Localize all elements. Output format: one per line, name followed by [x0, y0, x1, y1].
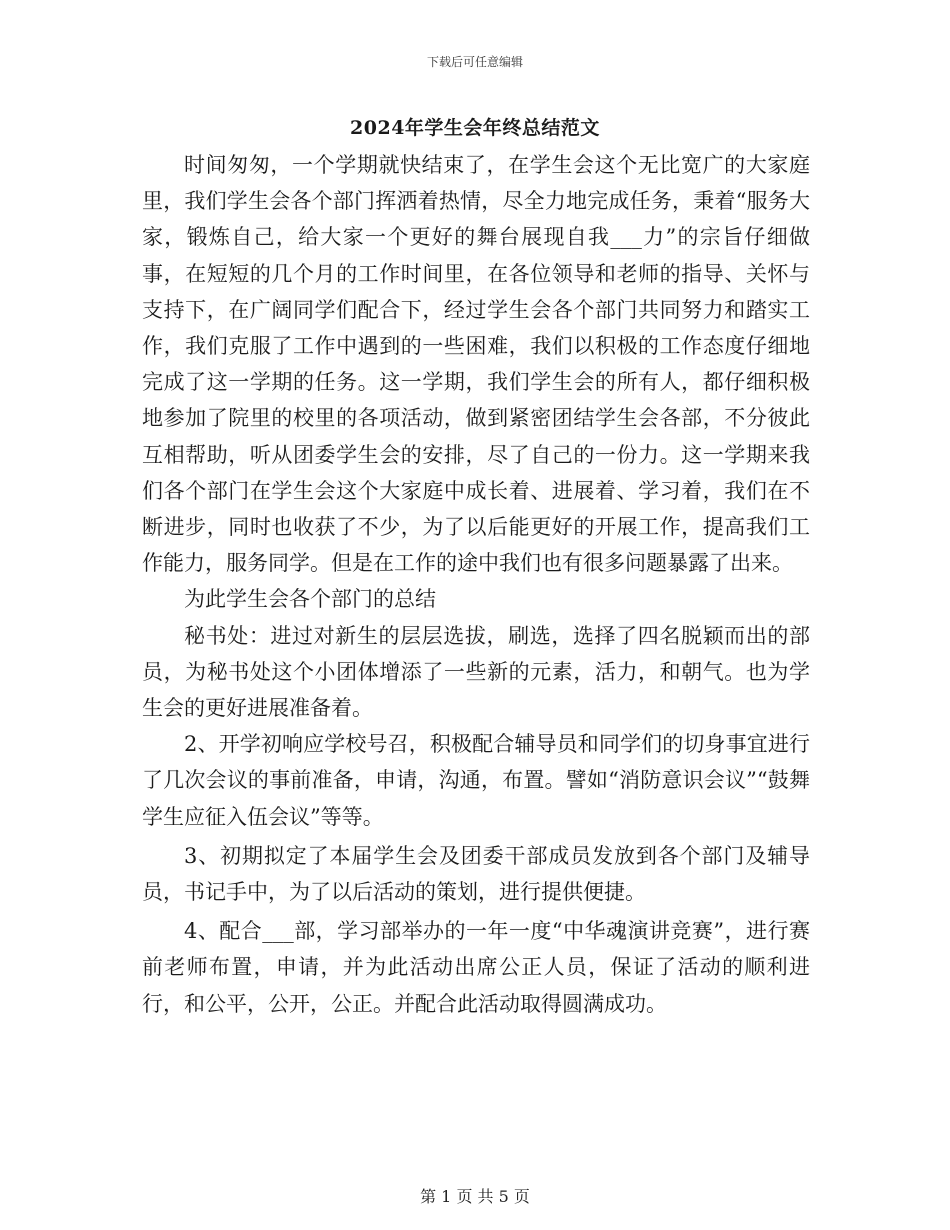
document-body	[142, 147, 810, 1022]
paragraph-intro: 时间匆匆，一个学期就快结束了，在学生会这个无比宽广的大家庭里，我们学生会各个部门挥洒着热情，尽全力地完成任务，秉着“服务大家，锻炼自己，给大家一个更好的舞台展现自我___力”的宗旨仔细做事，在短短的几个月的工作时间里，在各位领导和老师的指导、关怀与支持下，在广阔同学们配合下，经过学生会各个部门共同努力和踏实工作，我们克服了工作中遇到的一些困难，我们以积极的工作态度仔细地完成了这一学期的任务。这一学期，我们学生会的所有人，都仔细积极地参加了院里的校里的各项活动，做到紧密团结学生会各部，不分彼此互相帮助，听从团委学生会的安排，尽了自己的一份力。这一学期来我们各个部门在学生会这个大家庭中成长着、进展着、学习着，我们在不断进步，同时也收获了不少，为了以后能更好的开展工作，提高我们工作能力，服务同学。但是在工作的途中我们也有很多问题暴露了出来。	[142, 153, 810, 576]
document-title: 2024年学生会年终总结范文	[350, 117, 600, 139]
page-number-footer: 第 1 页 共 5 页	[420, 1187, 530, 1206]
paragraph-item-2: 2、开学初响应学校号召，积极配合辅导员和同学们的切身事宜进行了几次会议的事前准备，申请，沟通，布置。譬如“消防意识会议”“鼓舞学生应征入伍会议”等等。	[142, 732, 810, 829]
paragraph-item-3: 3、初期拟定了本届学生会及团委干部成员发放到各个部门及辅导员，书记手中，为了以后活动的策划，进行提供便捷。	[142, 843, 810, 905]
paragraph-item-4: 4、配合___部，学习部举办的一年一度“中华魂演讲竞赛”，进行赛前老师布置，申请，并为此活动出席公正人员，保证了活动的顺利进行，和公平，公开，公正。并配合此活动取得圆满成功。	[142, 919, 810, 1016]
header-note: 下载后可任意编辑	[426, 55, 523, 69]
paragraph-secretariat: 秘书处：进过对新生的层层选拔，刷选，选择了四名脱颖而出的部员，为秘书处这个小团体增添了一些新的元素，活力，和朝气。也为学生会的更好进展准备着。	[142, 623, 810, 721]
paragraph-section-heading: 为此学生会各个部门的总结	[184, 587, 436, 612]
